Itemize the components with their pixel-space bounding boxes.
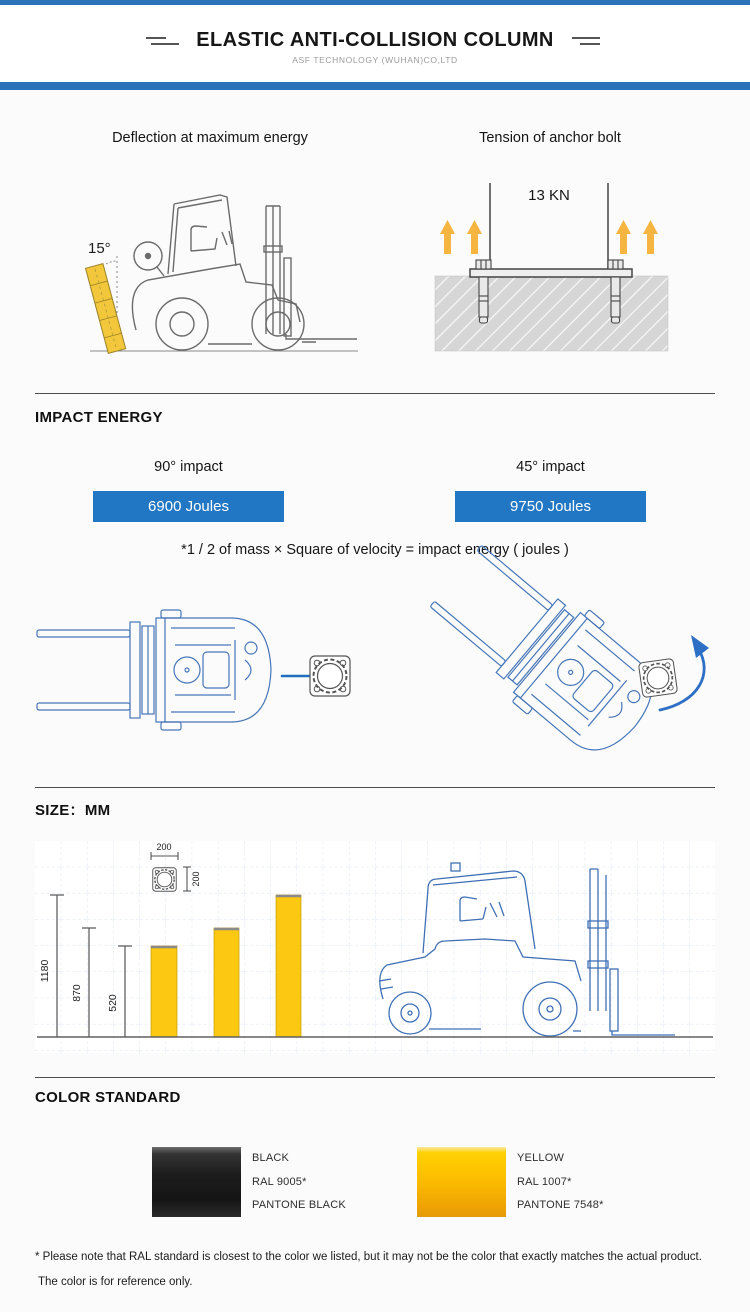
deco-line xyxy=(151,43,179,45)
black-color-swatch xyxy=(152,1147,241,1217)
impact-90-label: 90° impact xyxy=(154,459,223,475)
yellow-ral: RAL 1007* xyxy=(517,1176,572,1188)
size-heading: SIZE：MM xyxy=(35,802,111,819)
impact-45-label: 45° impact xyxy=(516,459,585,475)
section-divider xyxy=(35,787,715,788)
deflection-angle-label: 15° xyxy=(88,240,111,257)
ral-note-line2: The color is for reference only. xyxy=(38,1276,193,1288)
black-name: BLACK xyxy=(252,1152,290,1164)
black-ral: RAL 9005* xyxy=(252,1176,307,1188)
section-divider xyxy=(35,1077,715,1078)
forklift-topview-90-illustration xyxy=(35,600,285,740)
rebound-arrow-icon xyxy=(648,632,718,714)
column-topview-icon xyxy=(307,653,353,699)
ral-note-line1: * Please note that RAL standard is closest to the color we listed, but it may not be the color that exactly matches the actual product. xyxy=(35,1251,702,1263)
deco-line xyxy=(572,37,600,39)
height-label-1180: 1180 xyxy=(39,959,51,983)
deflection-title: Deflection at maximum energy xyxy=(112,130,308,146)
deflection-diagram xyxy=(60,158,360,363)
tension-arrows xyxy=(440,220,658,254)
elastic-column-illustration xyxy=(86,264,126,354)
depth-label: 200 xyxy=(191,871,201,887)
tension-force-label: 13 KN xyxy=(528,187,570,204)
deco-line xyxy=(580,43,600,45)
yellow-name: YELLOW xyxy=(517,1152,565,1164)
tension-title: Tension of anchor bolt xyxy=(479,130,621,146)
anchor-bolt-diagram xyxy=(430,158,680,363)
height-label-520: 520 xyxy=(107,994,119,1012)
impact-90-value-badge: 6900 Joules xyxy=(93,491,284,522)
impact-energy-formula: *1 / 2 of mass × Square of velocity = impact energy ( joules ) xyxy=(181,542,569,558)
section-divider xyxy=(35,393,715,394)
black-pantone: PANTONE BLACK xyxy=(252,1199,346,1211)
concrete-ground xyxy=(435,276,668,351)
yellow-color-swatch xyxy=(417,1147,506,1217)
header-accent-bar xyxy=(0,82,750,90)
forklift-side-illustration xyxy=(132,195,357,350)
page-title: ELASTIC ANTI-COLLISION COLUMN xyxy=(196,29,554,51)
size-drawing xyxy=(35,841,715,1053)
color-standard-heading: COLOR STANDARD xyxy=(35,1089,181,1106)
header xyxy=(0,5,750,82)
yellow-pantone: PANTONE 7548* xyxy=(517,1199,604,1211)
height-label-870: 870 xyxy=(71,984,83,1002)
deco-line xyxy=(146,37,166,39)
impact-45-value-badge: 9750 Joules xyxy=(455,491,646,522)
impact-energy-heading: IMPACT ENERGY xyxy=(35,409,163,426)
company-name: ASF TECHNOLOGY (WUHAN)CO,LTD xyxy=(292,55,458,65)
width-label: 200 xyxy=(156,842,172,852)
